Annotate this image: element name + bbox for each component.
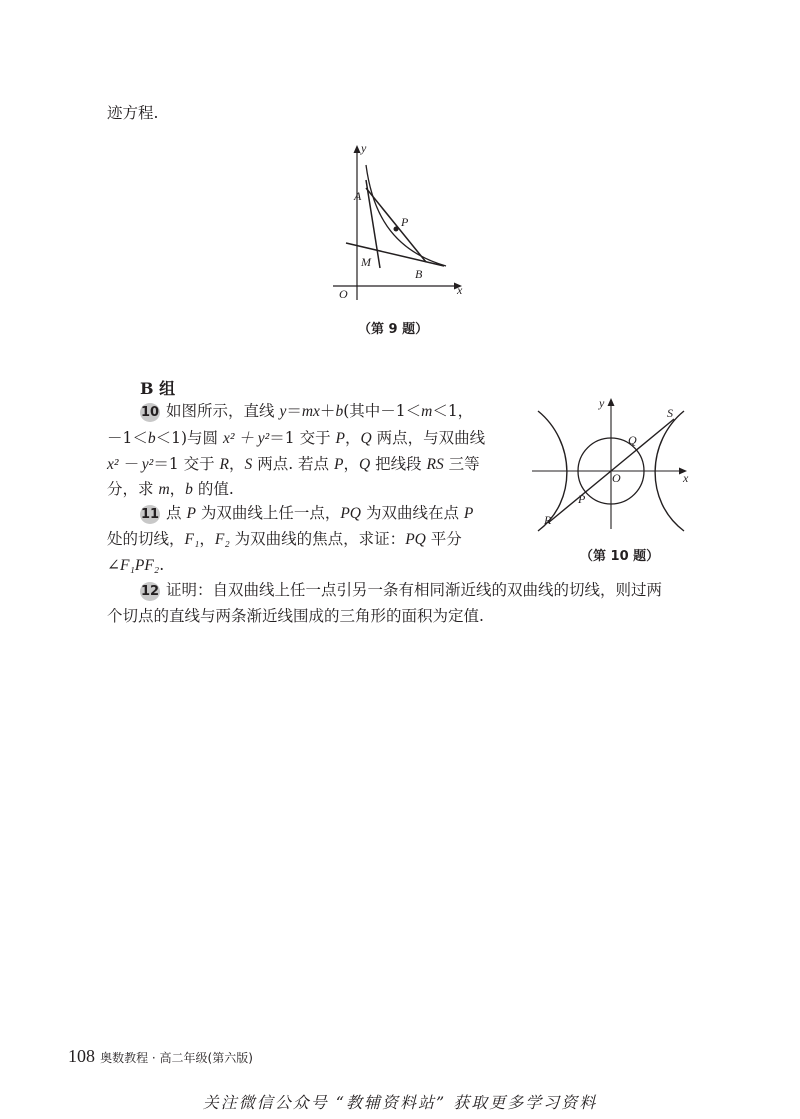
fig10-caption: （第 10 题）: [580, 549, 660, 564]
fig9-caption: （第 9 题）: [358, 322, 429, 337]
fig9-label-m: M: [361, 255, 371, 269]
fig10-y-arrow: [608, 398, 615, 406]
problem-12-line-2: 个切点的直线与两条渐近线围成的三角形的面积为定值.: [107, 607, 484, 625]
problem-10-line-3: x² － y²＝1 交于 R，S 两点. 若点 P，Q 把线段 RS 三等: [107, 455, 480, 473]
fig9-label-p: P: [401, 215, 409, 229]
figure-9: [330, 140, 480, 305]
problem-12-line-1: 12 证明：自双曲线上任一点引另一条有相同渐近线的双曲线的切线，则过两: [140, 581, 663, 599]
fig9-label-b: B: [415, 267, 423, 281]
problem-11-line-2: 处的切线，F₁，F₂ 为双曲线的焦点，求证：PQ 平分: [107, 530, 462, 548]
fig9-label-a: A: [354, 189, 362, 203]
problem-10-number: 10: [140, 405, 160, 420]
continuation-text: 迹方程.: [107, 104, 159, 122]
fig9-label-x: x: [457, 283, 463, 297]
figure-10: [530, 393, 698, 533]
fig10-label-r: R: [544, 513, 552, 527]
page-number: 108: [68, 1046, 95, 1066]
page-footer: [68, 1046, 253, 1067]
group-title: B 组: [140, 379, 176, 398]
fig10-label-x: x: [683, 471, 689, 485]
problem-10-line-1: 10 如图所示，直线 y＝mx＋b(其中－1＜m＜1，: [140, 402, 474, 420]
problem-12-number: 12: [140, 584, 160, 599]
problem-11-number: 11: [140, 507, 160, 522]
watermark: 关注微信公众号 “教辅资料站” 获取更多学习资料: [202, 1093, 598, 1112]
fig10-label-y: y: [599, 396, 605, 410]
fig10-label-o: O: [612, 471, 621, 485]
fig10-label-q: Q: [628, 433, 637, 447]
fig9-label-y: y: [361, 141, 367, 155]
fig9-line-ab: [366, 188, 426, 262]
book-title: 奥数教程 · 高二年级(第六版): [100, 1051, 253, 1065]
problem-11-line-1: 11 点 P 为双曲线上任一点，PQ 为双曲线在点 P: [140, 504, 474, 522]
problem-10-line-2: －1＜b＜1)与圆 x² ＋ y²＝1 交于 P，Q 两点，与双曲线: [107, 429, 486, 447]
fig9-y-arrow: [354, 145, 361, 153]
fig9-label-o: O: [339, 287, 348, 301]
problem-10-line-4: 分，求 m，b 的值.: [107, 480, 234, 498]
problem-11-line-3: ∠F₁PF₂.: [107, 556, 165, 574]
fig10-label-s: S: [667, 406, 673, 420]
fig9-point-p: [394, 227, 399, 232]
fig10-label-p: P: [578, 492, 586, 506]
